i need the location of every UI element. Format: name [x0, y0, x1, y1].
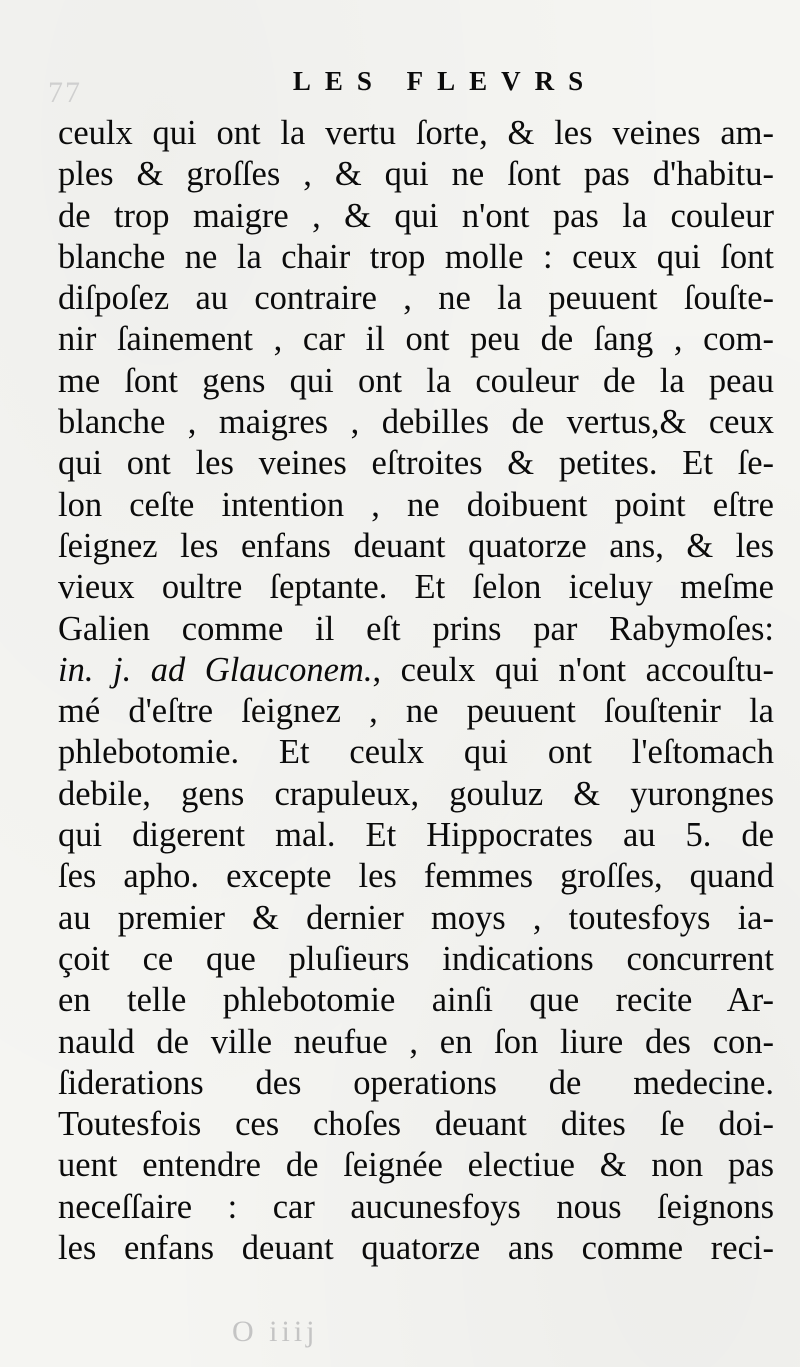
text-line: vieux oultre ſeptante. Et ſelon iceluy meſme: [58, 568, 774, 607]
text-line: nir ſainement , car il ont peu de ſang , com-: [58, 320, 774, 359]
text-line: en telle phlebotomie ainſi que recite Ar-: [58, 981, 774, 1020]
text-line: ſes apho. excepte les femmes groſſes, quand: [58, 857, 774, 896]
text-line: debile, gens crapuleux, gouluz & yurongnes: [58, 774, 774, 813]
text-line: ſeignez les enfans deuant quatorze ans, & les: [58, 526, 774, 565]
text-line: me ſont gens qui ont la couleur de la peau: [58, 361, 774, 400]
text-line: diſpoſez au contraire , ne la peuuent ſouſte-: [58, 279, 774, 318]
text-line: nauld de ville neufue , en ſon liure des con-: [58, 1022, 774, 1061]
text-line: de trop maigre , & qui n'ont pas la couleur: [58, 196, 774, 235]
text-line: uent entendre de ſeignée electiue & non pas: [58, 1146, 774, 1185]
text-line: qui digerent mal. Et Hippocrates au 5. de: [58, 816, 774, 855]
text-line: çoit ce que pluſieurs indications concurrent: [58, 939, 774, 978]
ghost-page-number: 77: [48, 76, 82, 109]
text-line: au premier & dernier moys , toutesfoys ia-: [58, 898, 774, 937]
text-line: Galien comme il eſt prins par Rabymoſes:: [58, 609, 774, 648]
ghost-signature-mark: O iiij: [232, 1315, 319, 1348]
body-text: [58, 113, 774, 1269]
text-line: ſiderations des operations de medecine.: [58, 1063, 774, 1102]
text-line: neceſſaire : car aucunesfoys nous ſeignons: [58, 1187, 774, 1226]
text-line: mé d'eſtre ſeignez , ne peuuent ſouſtenir la: [58, 692, 774, 731]
text-line: ceulx qui ont la vertu ſorte, & les veines am-: [58, 114, 774, 152]
text-line: lon ceſte intention , ne doibuent point eſtre: [58, 485, 774, 524]
text-line: blanche ne la chair trop molle : ceux qui ſont: [58, 237, 774, 276]
text-line: in. j. ad Glauconem., ceulx qui n'ont accouſtu-: [58, 650, 774, 689]
text-line: blanche , maigres , debilles de vertus,& ceux: [58, 403, 774, 442]
running-head: LES FLEVRS: [292, 66, 598, 96]
text-line: ples & groſſes , & qui ne ſont pas d'habitu-: [58, 155, 774, 194]
text-line: phlebotomie. Et ceulx qui ont l'eſtomach: [58, 733, 774, 772]
text-line: Toutesfois ces choſes deuant dites ſe doi-: [58, 1105, 774, 1144]
text-line: les enfans deuant quatorze ans comme reci-: [58, 1229, 774, 1268]
text-line: qui ont les veines eſtroites & petites. Et ſe-: [58, 444, 774, 483]
